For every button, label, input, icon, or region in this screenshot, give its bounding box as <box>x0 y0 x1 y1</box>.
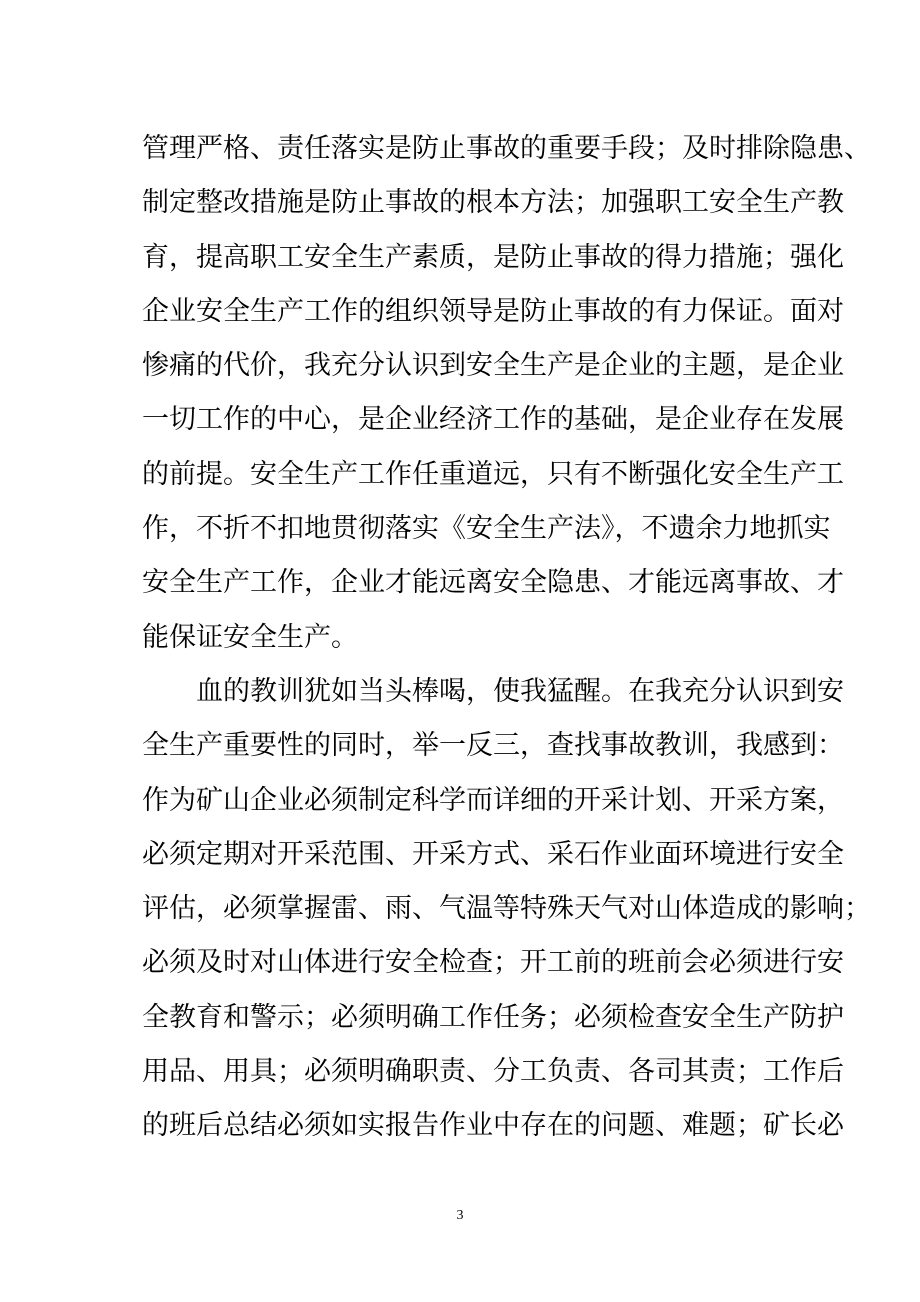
text-line: 安全生产工作，企业才能远离安全隐患、才能远离事故、才 <box>142 567 844 599</box>
text-line: 企业安全生产工作的组织领导是防止事故的有力保证。面对 <box>142 295 844 327</box>
text-line: 作为矿山企业必须制定科学而详细的开采计划、开采方案， <box>142 784 844 816</box>
text-line: 必须定期对开采范围、开采方式、采石作业面环境进行安全 <box>142 838 844 870</box>
paragraph-2 <box>142 665 871 1154</box>
text-line: 作，不折不扣地贯彻落实《安全生产法》，不遗余力地抓实 <box>142 513 831 545</box>
text-line: 育，提高职工安全生产素质，是防止事故的得力措施；强化 <box>142 241 844 273</box>
text-line: 评估，必须掌握雷、雨、气温等特殊天气对山体造成的影响； <box>142 893 871 925</box>
paragraph-1 <box>142 122 871 665</box>
text-line: 一切工作的中心，是企业经济工作的基础，是企业存在发展 <box>142 404 844 436</box>
text-line: 的前提。安全生产工作任重道远，只有不断强化安全生产工 <box>142 458 844 490</box>
text-line: 管理严格、责任落实是防止事故的重要手段；及时排除隐患、 <box>142 133 871 164</box>
text-line: 用品、用具；必须明确职责、分工负责、各司其责；工作后 <box>142 1056 844 1088</box>
page-number: 3 <box>456 1208 464 1223</box>
text-line: 血的教训犹如当头棒喝，使我猛醒。在我充分认识到安 <box>196 675 844 707</box>
text-line: 制定整改措施是防止事故的根本方法；加强职工安全生产教 <box>142 187 844 219</box>
text-line: 惨痛的代价，我充分认识到安全生产是企业的主题，是企业 <box>142 350 844 382</box>
text-line: 全教育和警示；必须明确工作任务；必须检查安全生产防护 <box>142 1001 844 1033</box>
text-line: 能保证安全生产。 <box>142 621 358 653</box>
body-text <box>142 122 871 1154</box>
text-line: 的班后总结必须如实报告作业中存在的问题、难题；矿长必 <box>142 1110 844 1142</box>
text-line: 全生产重要性的同时，举一反三，查找事故教训，我感到： <box>142 730 844 762</box>
text-line: 必须及时对山体进行安全检查；开工前的班前会必须进行安 <box>142 947 844 979</box>
